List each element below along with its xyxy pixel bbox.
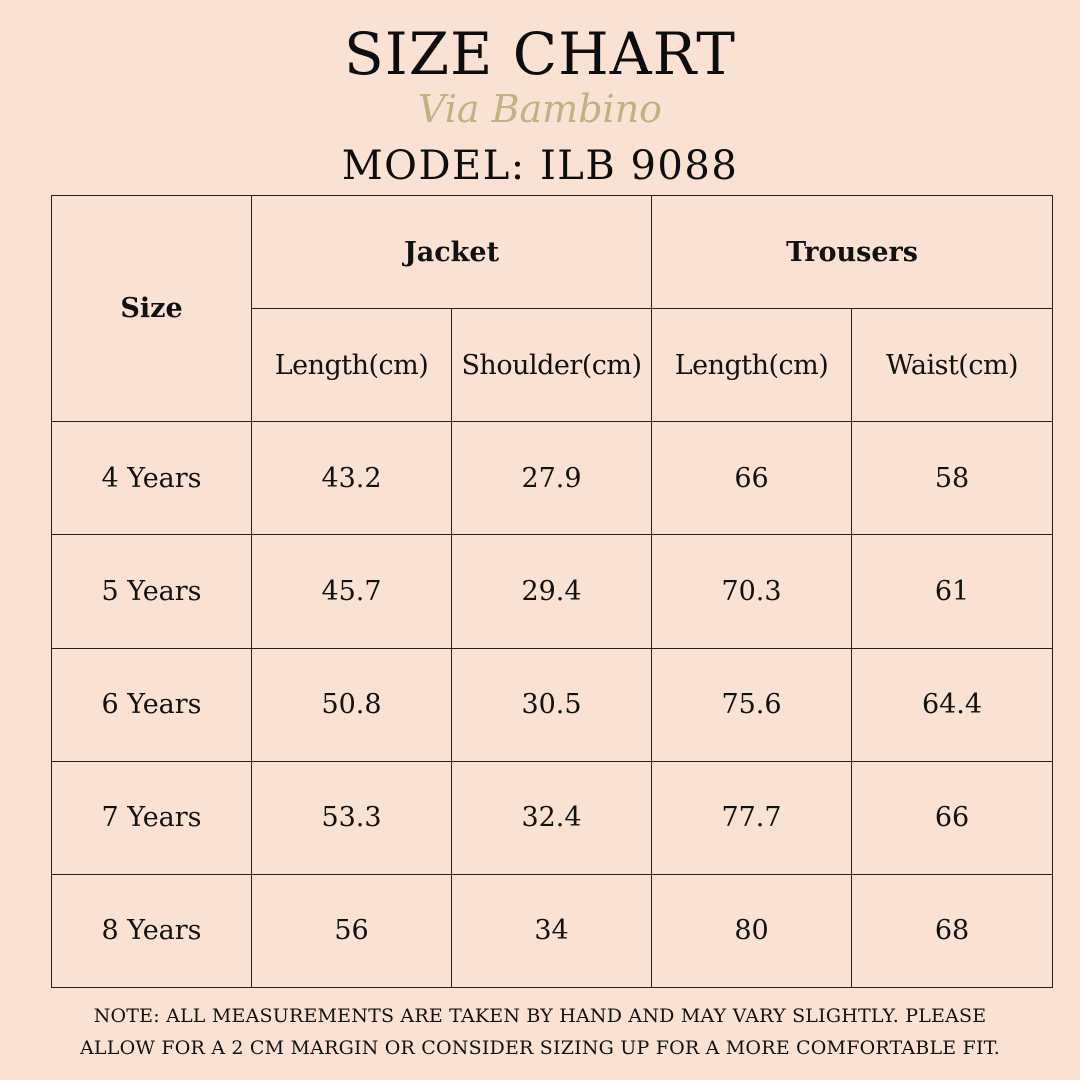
- model-number: MODEL: ILB 9088: [341, 143, 739, 189]
- jacket-shoulder-cell: 34: [452, 874, 652, 987]
- size-cell: 8 Years: [52, 874, 252, 987]
- table-row: [52, 535, 1053, 648]
- size-chart-table: [51, 195, 1053, 988]
- trousers-length-cell: 80: [652, 874, 852, 987]
- jacket-length-cell: 45.7: [252, 535, 452, 648]
- trousers-waist-header: Waist(cm): [852, 309, 1053, 422]
- trousers-length-cell: 77.7: [652, 761, 852, 874]
- table-row: [52, 648, 1053, 761]
- jacket-length-cell: 50.8: [252, 648, 452, 761]
- size-cell: 5 Years: [52, 535, 252, 648]
- size-cell: 4 Years: [52, 422, 252, 535]
- jacket-shoulder-cell: 27.9: [452, 422, 652, 535]
- jacket-shoulder-cell: 29.4: [452, 535, 652, 648]
- size-column-header: Size: [52, 196, 252, 422]
- trousers-length-cell: 70.3: [652, 535, 852, 648]
- trousers-group-header: Trousers: [652, 196, 1053, 309]
- size-cell: 6 Years: [52, 648, 252, 761]
- measurement-note: [0, 1000, 1080, 1064]
- jacket-group-header: Jacket: [252, 196, 652, 309]
- trousers-length-header: Length(cm): [652, 309, 852, 422]
- trousers-waist-cell: 58: [852, 422, 1053, 535]
- size-cell: 7 Years: [52, 761, 252, 874]
- jacket-length-cell: 53.3: [252, 761, 452, 874]
- trousers-waist-cell: 68: [852, 874, 1053, 987]
- trousers-waist-cell: 66: [852, 761, 1053, 874]
- trousers-waist-cell: 64.4: [852, 648, 1053, 761]
- table-row: [52, 761, 1053, 874]
- note-line-2: ALLOW FOR A 2 CM MARGIN OR CONSIDER SIZING UP FOR A MORE COMFORTABLE FIT.: [80, 1037, 1000, 1059]
- table-row: [52, 422, 1053, 535]
- jacket-shoulder-header: Shoulder(cm): [452, 309, 652, 422]
- trousers-length-cell: 66: [652, 422, 852, 535]
- page-title: SIZE CHART: [344, 20, 736, 88]
- brand-logo: Via Bambino: [417, 87, 663, 131]
- trousers-length-cell: 75.6: [652, 648, 852, 761]
- jacket-length-header: Length(cm): [252, 309, 452, 422]
- jacket-shoulder-cell: 32.4: [452, 761, 652, 874]
- trousers-waist-cell: 61: [852, 535, 1053, 648]
- table-row: [52, 874, 1053, 987]
- jacket-shoulder-cell: 30.5: [452, 648, 652, 761]
- jacket-length-cell: 43.2: [252, 422, 452, 535]
- note-line-1: NOTE: ALL MEASUREMENTS ARE TAKEN BY HAND AND MAY VARY SLIGHTLY. PLEASE: [93, 1005, 987, 1027]
- jacket-length-cell: 56: [252, 874, 452, 987]
- table-header-row: [52, 196, 1053, 309]
